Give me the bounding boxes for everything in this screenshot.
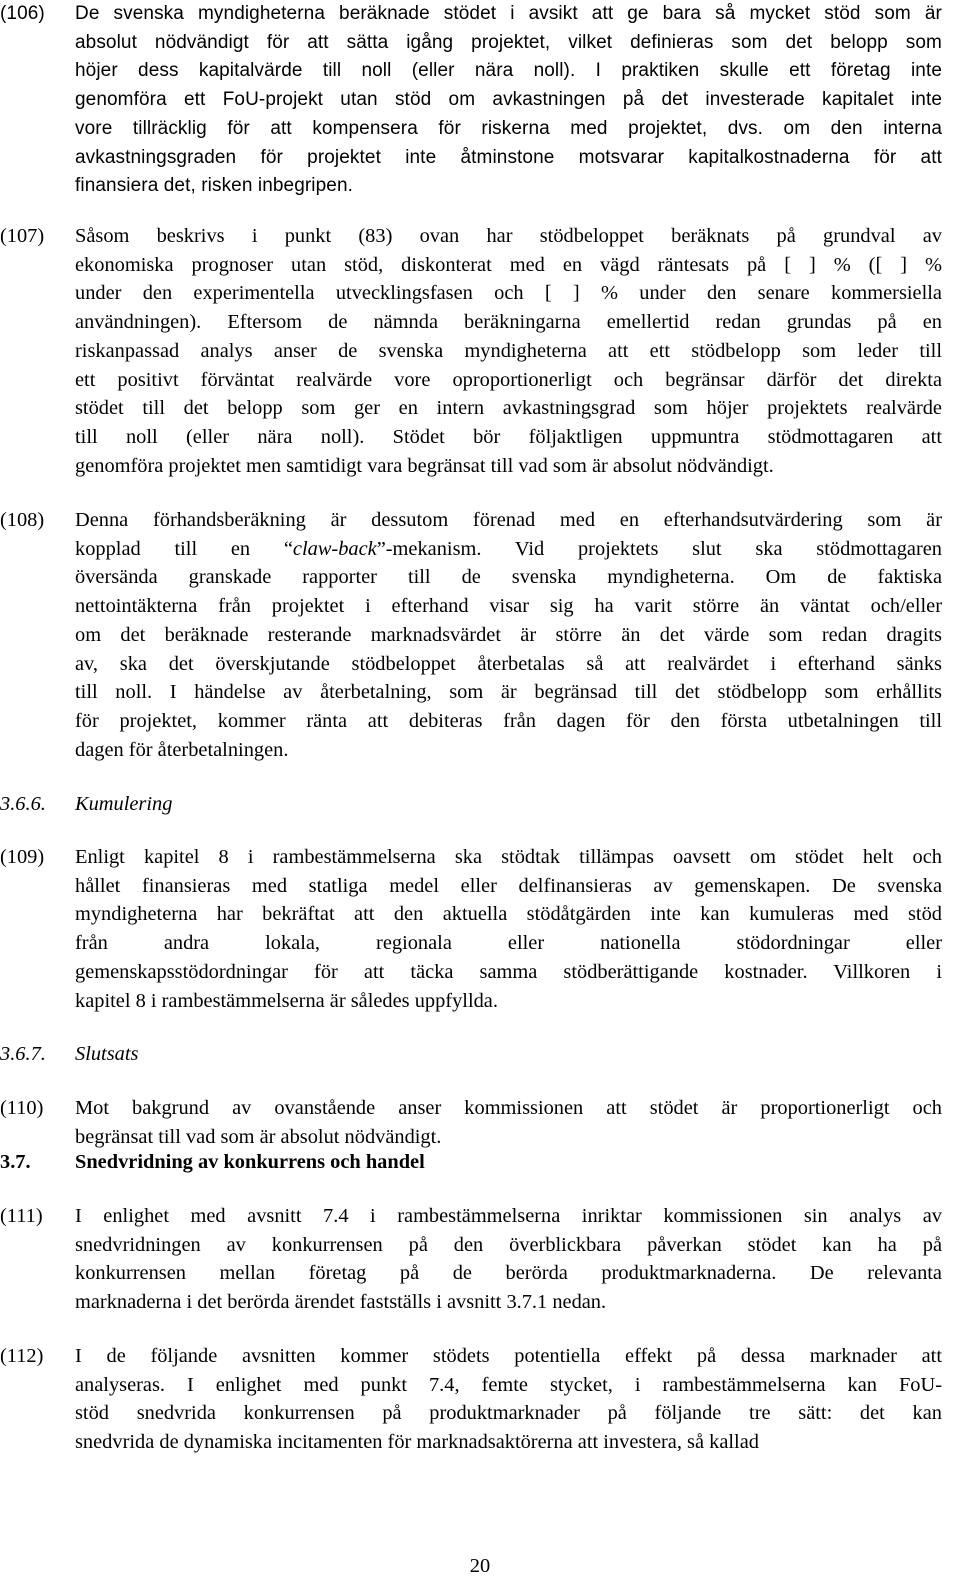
text-line: Enligt kapitel 8 i rambestämmelserna ska stödtak tillämpas oavsett om stödet helt och (75, 846, 942, 868)
text-line: finansiera det, risken inbegripen. (75, 175, 354, 197)
paragraph-110 (0, 1094, 942, 1151)
paragraph-106 (0, 0, 942, 201)
text-line: avkastningsgraden för projektet inte åtminstone motsvarar kapitalkostnaderna för att (75, 146, 942, 168)
paragraph-number: (110) (0, 1097, 44, 1119)
paragraph-number: (106) (0, 3, 45, 24)
paragraph-text (75, 1342, 942, 1457)
text-line: riskanpassad analys anser de svenska myndigheterna att ett stödbelopp som leder till (75, 339, 942, 362)
text-line: I enlighet med avsnitt 7.4 i rambestämmelserna inriktar kommissionen sin analys av (75, 1205, 942, 1227)
text-line: dagen för återbetalningen. (75, 738, 289, 761)
text-line: stödet till det belopp som ger en intern avkastningsgrad som höjer projektets realvärde (75, 397, 942, 420)
heading-number: 3.6.7. (0, 1043, 46, 1065)
text-span: ”-mekanism. Vid projektets slut ska stödmottagaren (376, 537, 942, 560)
text-line: genomföra ett FoU-projekt utan stöd om avkastningen på det investerade kapitalet inte (75, 89, 942, 111)
text-line: Såsom beskrivs i punkt (83) ovan har stödbeloppet beräknats på grundval av (75, 225, 942, 247)
text-line: marknaderna i det berörda ärendet fastställs i avsnitt 3.7.1 nedan. (75, 1291, 607, 1314)
text-line: konkurrensen mellan företag på de berörda produktmarknaderna. De relevanta (75, 1262, 942, 1285)
paragraph-108 (0, 506, 942, 764)
paragraph-text (75, 0, 942, 201)
paragraph-111 (0, 1202, 942, 1317)
text-line: nettointäkterna från projektet i efterhand visar sig ha varit större än väntat och/eller (75, 595, 942, 618)
italic-term: claw-back (292, 537, 377, 560)
text-line: begränsat till vad som är absolut nödvändigt. (75, 1125, 442, 1148)
paragraph-text (75, 222, 942, 480)
paragraph-number: (111) (0, 1205, 43, 1227)
paragraph-text (75, 1202, 942, 1317)
text-line: av, ska det överskjutande stödbeloppet återbetalas så att realvärdet i efterhand sänks (75, 652, 942, 675)
text-line: från andra lokala, regionala eller nationella stödordningar eller (75, 932, 942, 955)
text-line: absolut nödvändigt för att sätta igång projektet, vilket definieras som det belopp som (75, 31, 942, 53)
page-number: 20 (469, 1555, 491, 1577)
text-line: stöd snedvrida konkurrensen på produktmarknader på följande tre sätt: det kan (75, 1402, 942, 1425)
text-line: höjer dess kapitalvärde till noll (eller nära noll). I praktiken skulle ett företag inte (75, 60, 942, 82)
text-line: under den experimentella utvecklingsfasen och [ ] % under den senare kommersiella (75, 282, 942, 305)
text-line: Denna förhandsberäkning är dessutom förenad med en efterhandsutvärdering som är (75, 509, 942, 531)
paragraph-number: (107) (0, 225, 45, 247)
text-line: gemenskapsstödordningar för att täcka samma stödberättigande kostnader. Villkoren i (75, 960, 942, 983)
paragraph-number: (109) (0, 846, 45, 868)
paragraph-text (75, 1094, 942, 1151)
text-line: ett positivt förväntat realvärde vore oproportionerligt och begränsar därför det direkta (75, 368, 942, 391)
text-span: kopplad till en “ (75, 537, 293, 560)
paragraph-number: (112) (0, 1345, 44, 1367)
text-line: för projektet, kommer ränta att debiteras från dagen för den första utbetalningen till (75, 709, 942, 732)
heading-number: 3.6.6. (0, 793, 46, 815)
text-line: analyseras. I enlighet med punkt 7.4, femte stycket, i rambestämmelserna kan FoU- (75, 1373, 942, 1396)
paragraph-109 (0, 843, 942, 1015)
text-line: genomföra projektet men samtidigt vara begränsat till vad som är absolut nödvändigt. (75, 454, 774, 477)
paragraph-text (75, 506, 942, 764)
text-line: ekonomiska prognoser utan stöd, diskonterat med en vägd räntesats på [ ] % ([ ] % (75, 253, 942, 276)
text-line: hållet finansieras med statliga medel eller delfinansieras av gemenskapen. De svenska (75, 874, 942, 897)
text-line: snedvrida de dynamiska incitamenten för marknadsaktörerna att investera, så kallad (75, 1431, 759, 1454)
text-line: De svenska myndigheterna beräknade stödet i avsikt att ge bara så mycket stöd som är (75, 3, 942, 24)
text-line: användningen). Eftersom de nämnda beräkningarna emellertid redan grundas på en (75, 311, 942, 334)
paragraph-112 (0, 1342, 942, 1457)
heading-title: Kumulering (75, 793, 173, 815)
text-line: Mot bakgrund av ovanstående anser kommissionen att stödet är proportionerligt och (75, 1097, 942, 1119)
text-line: snedvridningen av konkurrensen på den överblickbara påverkan stödet kan ha på (75, 1233, 942, 1256)
paragraph-number: (108) (0, 509, 45, 531)
paragraph-107 (0, 222, 942, 480)
heading-title: Slutsats (75, 1043, 139, 1065)
text-line (75, 535, 942, 564)
text-line: vore tillräcklig för att kompensera för riskerna med projektet, dvs. om den interna (75, 117, 942, 139)
text-line: till noll. I händelse av återbetalning, som är begränsad till det stödbelopp som erhållits (75, 681, 942, 704)
text-line: till noll (eller nära noll). Stödet bör följaktligen uppmuntra stödmottagaren att (75, 425, 942, 448)
text-line: I de följande avsnitten kommer stödets potentiella effekt på dessa marknader att (75, 1345, 942, 1367)
text-line: kapitel 8 i rambestämmelserna är således uppfyllda. (75, 989, 498, 1012)
paragraph-text (75, 843, 942, 1015)
text-line: myndigheterna har bekräftat att den aktuella stödåtgärden inte kan kumuleras med stöd (75, 903, 942, 926)
heading-title: Snedvridning av konkurrens och handel (75, 1151, 425, 1173)
text-line: översända granskade rapporter till de svenska myndigheterna. Om de faktiska (75, 566, 942, 589)
text-line: om det beräknade resterande marknadsvärdet är större än det värde som redan dragits (75, 623, 942, 646)
heading-number: 3.7. (0, 1151, 31, 1173)
